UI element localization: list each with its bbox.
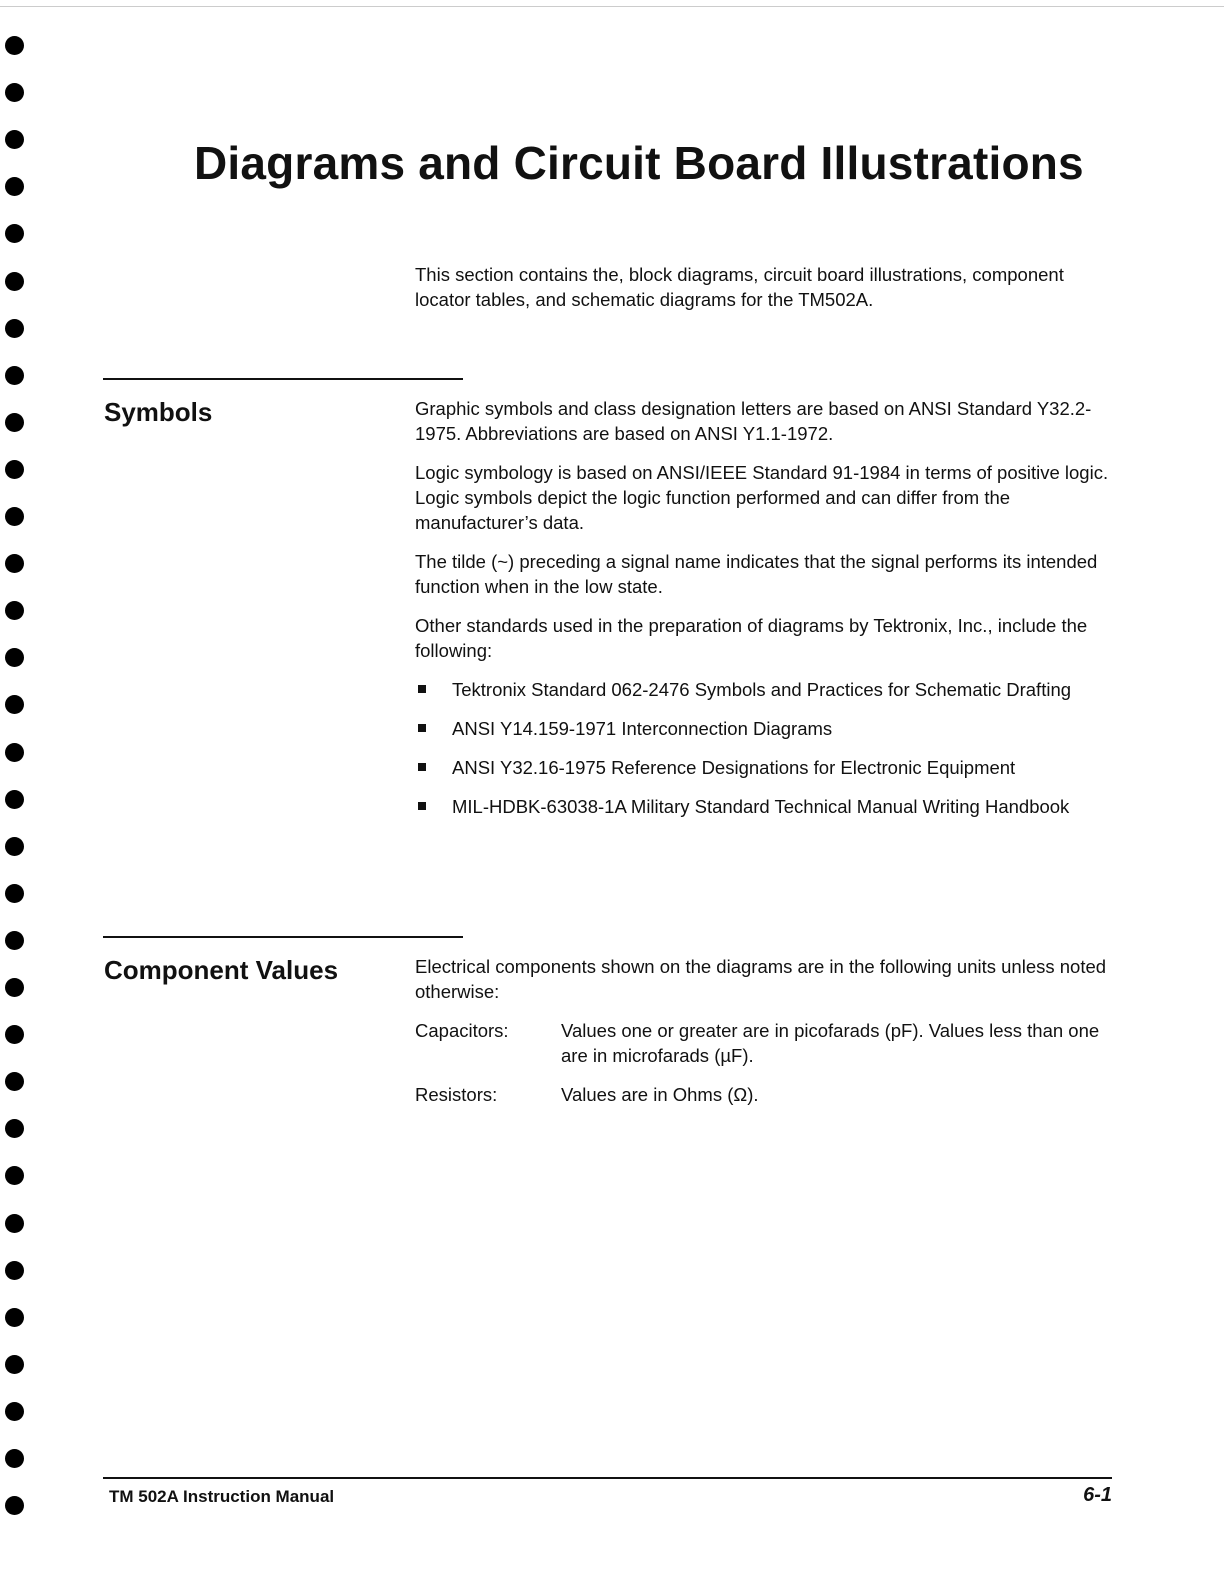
binding-hole-icon [5,460,24,479]
binding-hole-icon [5,695,24,714]
binding-hole-icon [5,1119,24,1138]
standard-text: ANSI Y32.16-1975 Reference Designations for Electronic Equipment [452,757,1016,778]
component-values-body [415,954,1115,1121]
intro-paragraph: This section contains the, block diagrams, circuit board illustrations, component locator tables, and schematic diagrams for the TM502A. [415,264,1064,310]
standard-text: ANSI Y14.159-1971 Interconnection Diagrams [452,718,833,739]
unit-term: Capacitors: [415,1020,509,1041]
binding-hole-icon [5,507,24,526]
list-item [415,755,1115,780]
square-bullet-icon [418,724,426,732]
symbols-body [415,396,1115,833]
binding-hole-icon [5,1308,24,1327]
binding-hole-icon [5,1496,24,1515]
binding-hole-icon [5,319,24,338]
footer-manual-title: TM 502A Instruction Manual [109,1487,335,1506]
binding-hole-icon [5,743,24,762]
component-values-heading: Component Values [104,955,339,985]
unit-description: Values are in Ohms (Ω). [561,1084,759,1105]
symbols-paragraph: Graphic symbols and class designation letters are based on ANSI Standard Y32.2-1975. Abbreviations are based on ANSI Y1.1-1972. [415,398,1092,444]
binding-hole-icon [5,83,24,102]
list-item [415,794,1115,819]
unit-term: Resistors: [415,1084,498,1105]
binding-hole-icon [5,1449,24,1468]
square-bullet-icon [418,802,426,810]
top-edge-rule [0,6,1224,7]
binding-hole-icon [5,1072,24,1091]
symbols-paragraph: Logic symbology is based on ANSI/IEEE Standard 91-1984 in terms of positive logic. Logic symbols depict the logic function performed and can differ from the manufacturer’s data. [415,462,1109,533]
binding-hole-icon [5,1402,24,1421]
footer-rule [103,1477,1112,1479]
binding-hole-icon [5,413,24,432]
symbols-section-rule [103,378,463,380]
list-item [415,716,1115,741]
component-values-section-rule [103,936,463,938]
standard-text: Tektronix Standard 062-2476 Symbols and Practices for Schematic Drafting [452,679,1072,700]
binding-hole-icon [5,366,24,385]
square-bullet-icon [418,763,426,771]
binding-hole-icon [5,177,24,196]
symbols-heading: Symbols [104,397,213,427]
binding-hole-icon [5,884,24,903]
square-bullet-icon [418,685,426,693]
binding-hole-icon [5,130,24,149]
binding-hole-icon [5,1166,24,1185]
unit-description: Values one or greater are in picofarads (pF). Values less than one are in microfarads (µF). [561,1020,1100,1066]
binding-hole-icon [5,1214,24,1233]
binding-hole-icon [5,36,24,55]
binding-hole-icon [5,837,24,856]
binding-hole-icon [5,1355,24,1374]
binding-hole-icon [5,1025,24,1044]
binding-hole-icon [5,272,24,291]
symbols-paragraph: The tilde (~) preceding a signal name indicates that the signal performs its intended function when in the low state. [415,551,1098,597]
binding-hole-icon [5,601,24,620]
binding-hole-icon [5,224,24,243]
units-row [415,1018,1115,1068]
symbols-paragraph: Other standards used in the preparation of diagrams by Tektronix, Inc., include the following: [415,615,1088,661]
binding-hole-icon [5,1261,24,1280]
binding-hole-icon [5,931,24,950]
list-item [415,677,1115,702]
standards-list [415,677,1115,819]
page-number: 6-1 [1083,1484,1112,1506]
page-title: Diagrams and Circuit Board Illustrations [194,137,1084,189]
binding-hole-icon [5,554,24,573]
standard-text: MIL-HDBK-63038-1A Military Standard Technical Manual Writing Handbook [452,796,1070,817]
units-row [415,1082,1115,1107]
binding-hole-icon [5,790,24,809]
binding-hole-icon [5,648,24,667]
component-values-intro: Electrical components shown on the diagrams are in the following units unless noted otherwise: [415,956,1107,1002]
binding-hole-icon [5,978,24,997]
